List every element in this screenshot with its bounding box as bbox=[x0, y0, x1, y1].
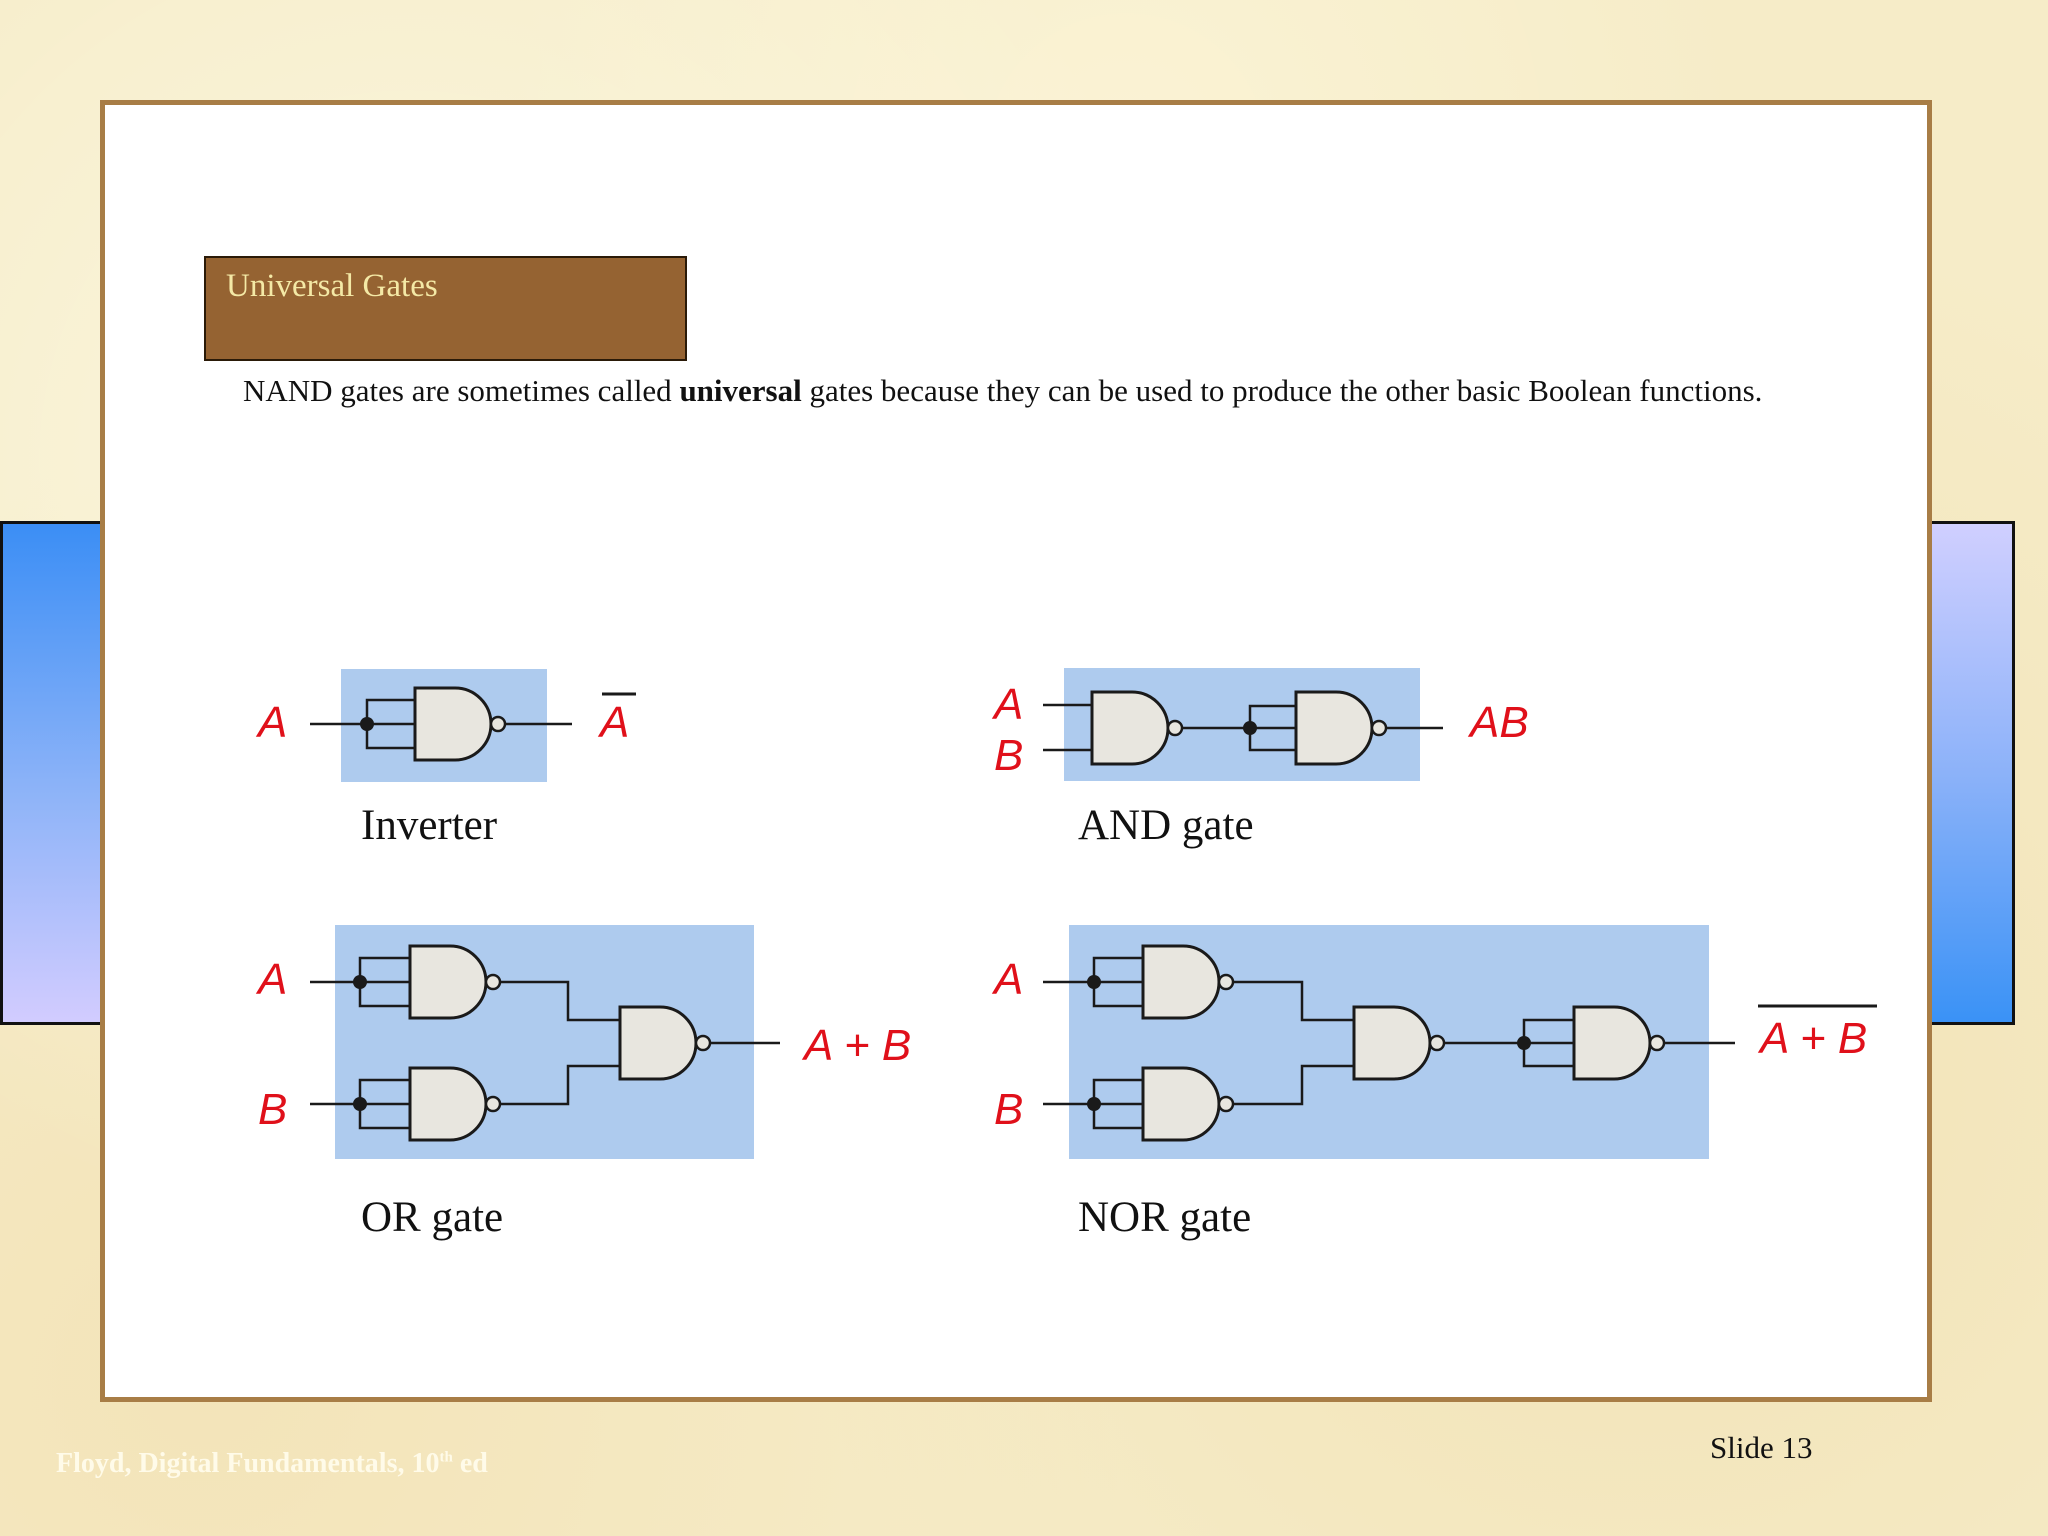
or-input-b: B bbox=[258, 1085, 288, 1134]
footer-source-end: ed bbox=[452, 1448, 488, 1479]
inverter-diagram bbox=[255, 669, 636, 849]
nor-input-a: A bbox=[994, 955, 1024, 1004]
nor-input-b: B bbox=[994, 1085, 1024, 1134]
or-gate-caption: OR gate bbox=[361, 1194, 504, 1241]
intro-bold-term: universal bbox=[679, 373, 802, 408]
inverter-input-a: A bbox=[258, 698, 288, 747]
or-gate-diagram bbox=[255, 925, 911, 1241]
slide-number: Slide 13 bbox=[1710, 1430, 1813, 1465]
and-gate-caption: AND gate bbox=[1078, 802, 1254, 849]
or-output: A + B bbox=[804, 1021, 912, 1070]
inverter-output-a-bar: A bbox=[600, 698, 630, 747]
intro-text-start: NAND gates are sometimes called bbox=[243, 373, 680, 408]
inverter-caption: Inverter bbox=[361, 802, 498, 849]
nor-gate-diagram bbox=[991, 925, 1877, 1241]
or-input-a: A bbox=[258, 955, 288, 1004]
and-gate-diagram bbox=[991, 668, 1529, 849]
and-output: AB bbox=[1470, 698, 1529, 747]
and-input-a: A bbox=[994, 680, 1024, 729]
and-input-b: B bbox=[994, 731, 1024, 780]
intro-text-end: gates because they can be used to produce the other basic Boolean functions. bbox=[801, 373, 1763, 408]
nor-gate-caption: NOR gate bbox=[1078, 1194, 1252, 1241]
footer-source-text: Floyd, Digital Fundamentals, 10 bbox=[56, 1448, 440, 1479]
slide-title: Universal Gates bbox=[226, 268, 438, 304]
nor-output: A + B bbox=[1760, 1014, 1868, 1063]
footer-source bbox=[56, 1448, 488, 1480]
footer-source-sup: th bbox=[439, 1449, 453, 1466]
